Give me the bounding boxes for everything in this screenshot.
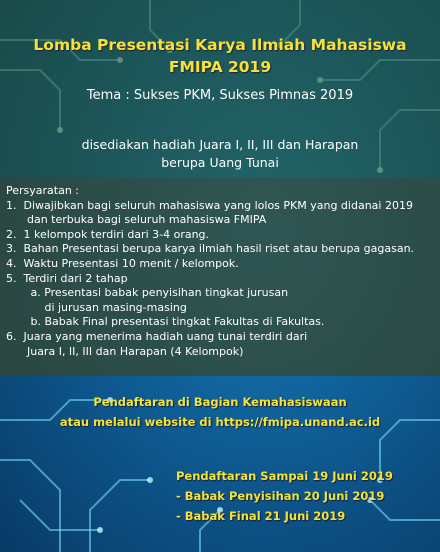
final-round-date: - Babak Final 21 Juni 2019 bbox=[176, 509, 346, 523]
requirement-line: Juara I, II, III dan Harapan (4 Kelompok) bbox=[6, 344, 244, 358]
requirement-line: 2. 1 kelompok terdiri dari 3-4 orang. bbox=[6, 227, 210, 241]
requirement-line: 6. Juara yang menerima hadiah uang tunai terdiri dari bbox=[6, 329, 308, 343]
requirement-line: 3. Bahan Presentasi berupa karya ilmiah hasil riset atau berupa gagasan. bbox=[6, 242, 415, 256]
requirements-list bbox=[6, 184, 436, 359]
requirement-line: dan terbuka bagi seluruh mahasiswa FMIPA bbox=[6, 213, 267, 227]
prize-line-2: berupa Uang Tunai bbox=[161, 155, 279, 170]
prize-text bbox=[0, 136, 440, 172]
requirements-heading: Persyaratan : bbox=[6, 184, 80, 197]
registration-deadline: Pendaftaran Sampai 19 Juni 2019 bbox=[176, 469, 393, 483]
poster-title bbox=[0, 34, 440, 78]
preliminary-round-date: - Babak Penyisihan 20 Juni 2019 bbox=[176, 489, 385, 503]
prize-line-1: disediakan hadiah Juara I, II, III dan Harapan bbox=[81, 137, 359, 152]
title-line-2: FMIPA 2019 bbox=[168, 58, 272, 76]
registration-line-1: Pendaftaran di Bagian Kemahasiswaan bbox=[93, 395, 347, 409]
requirement-line: b. Babak Final presentasi tingkat Fakultas di Fakultas. bbox=[6, 315, 325, 329]
requirement-line: di jurusan masing-masing bbox=[6, 300, 187, 314]
registration-website: atau melalui website di https://fmipa.unand.ac.id bbox=[59, 415, 381, 429]
requirement-line: 5. Terdiri dari 2 tahap bbox=[6, 271, 128, 285]
requirement-line: 4. Waktu Presentasi 10 menit / kelompok. bbox=[6, 256, 239, 270]
requirement-line: 1. Diwajibkan bagi seluruh mahasiswa yang lolos PKM yang didanai 2019 bbox=[6, 198, 413, 212]
title-line-1: Lomba Presentasi Karya Ilmiah Mahasiswa bbox=[33, 36, 407, 54]
registration-info bbox=[0, 392, 440, 432]
schedule-dates bbox=[176, 466, 436, 526]
theme-text: Tema : Sukses PKM, Sukses Pimnas 2019 bbox=[86, 88, 354, 103]
requirement-line: a. Presentasi babak penyisihan tingkat jurusan bbox=[6, 286, 289, 300]
